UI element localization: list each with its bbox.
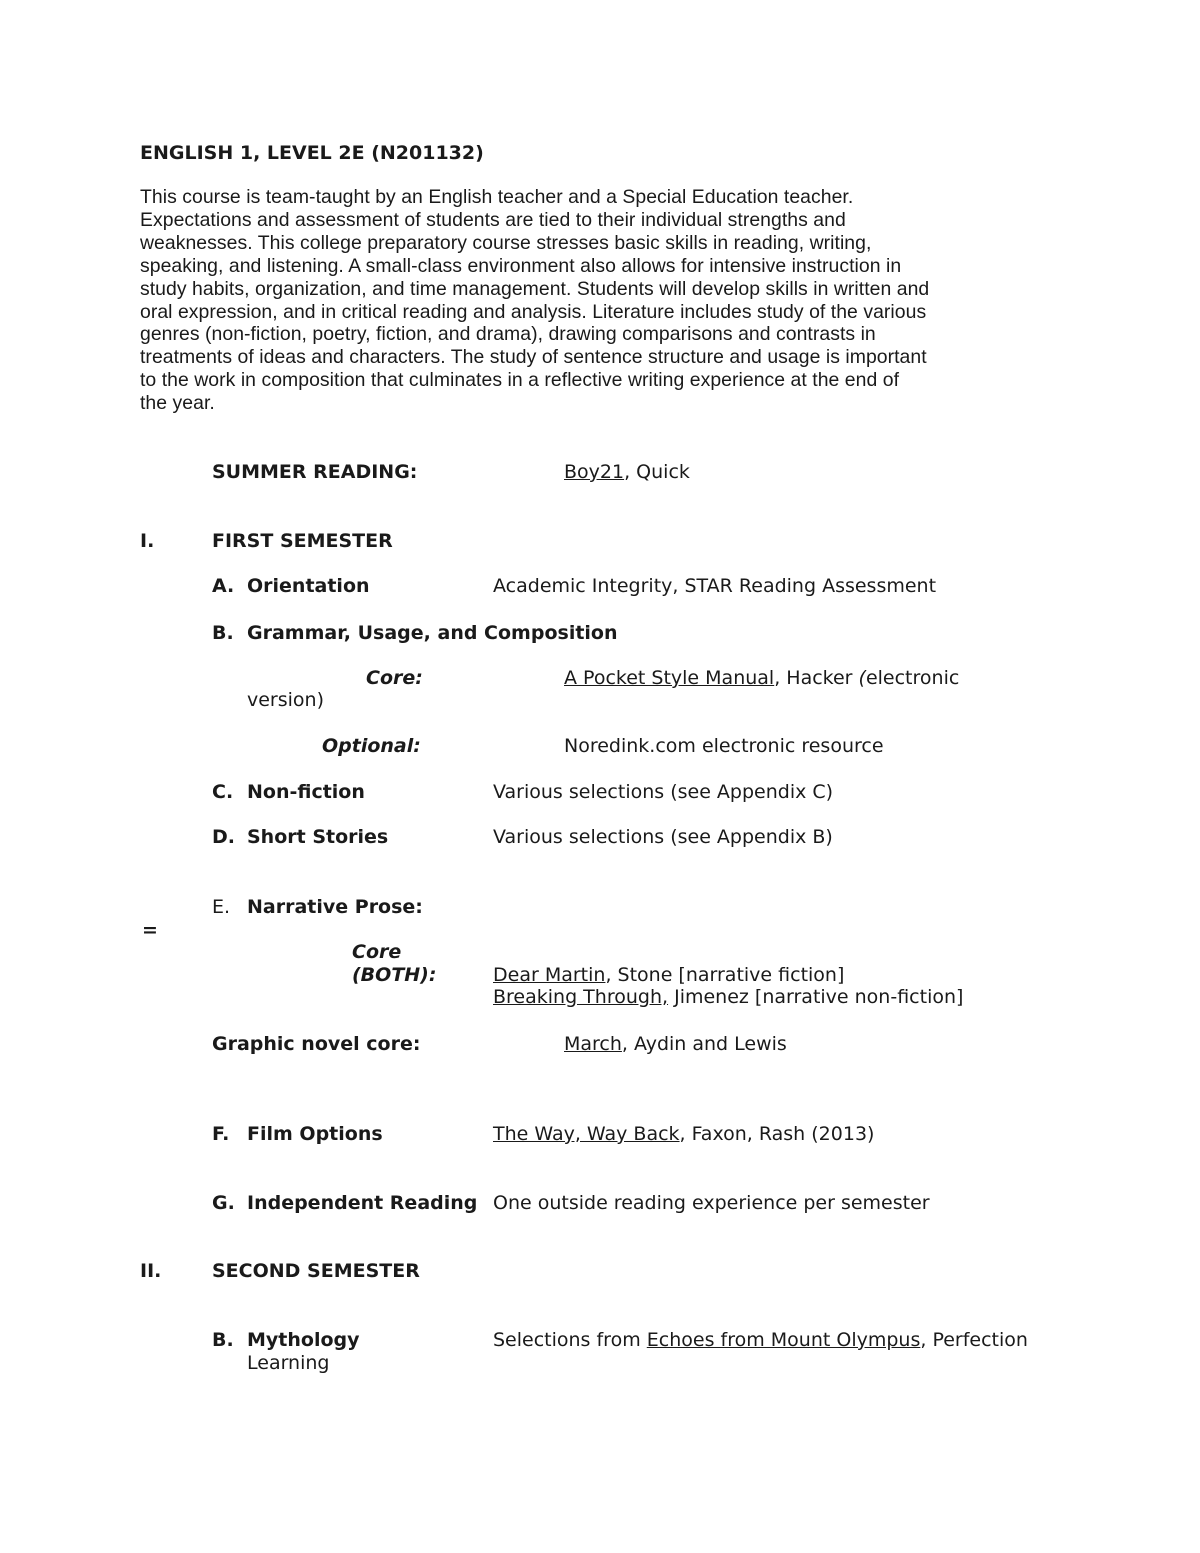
mythology-letter: B. [212,1329,234,1351]
graphic-novel-title: March [564,1033,622,1055]
mythology-publisher: , Perfection [920,1329,1028,1351]
course-title: ENGLISH 1, LEVEL 2E (N201132) [140,142,484,164]
item-a-label: Orientation [247,575,370,597]
description-line: speaking, and listening. A small-class environment also allows for intensive instruction in [140,254,902,277]
narrative-core-label-line1: Core [352,941,402,963]
item-a-letter: A. [212,575,235,597]
grammar-optional-label: Optional: [322,735,421,757]
item-c-letter: C. [212,781,234,803]
grammar-core-format-cont: version) [247,689,325,711]
item-b-letter: B. [212,622,234,644]
grammar-core-label: Core: [366,667,423,689]
narrative-book-1-title: Dear Martin [493,964,606,986]
equals-mark: = [142,919,158,941]
summer-reading-label: SUMMER READING: [212,461,418,483]
description-line: the year. [140,392,215,415]
item-e-letter: E. [212,896,231,918]
item-d-value: Various selections (see Appendix B) [493,826,833,848]
grammar-optional-value: Noredink.com electronic resource [564,735,884,757]
description-line: weaknesses. This college preparatory course stresses basic skills in reading, writing, [140,231,872,254]
mythology-title: Echoes from Mount Olympus [646,1329,921,1351]
second-semester-numeral: II. [140,1260,162,1282]
mythology-value [493,1329,1028,1352]
film-details: , Faxon, Rash (2013) [679,1123,875,1145]
grammar-core-author: , Hacker [774,667,859,689]
second-semester-heading: SECOND SEMESTER [212,1260,420,1282]
item-c-value: Various selections (see Appendix C) [493,781,834,803]
narrative-book-1 [493,964,844,987]
description-line: genres (non-fiction, poetry, fiction, and drama), drawing comparisons and contrasts in [140,323,876,346]
mythology-label: Mythology [247,1329,360,1351]
grammar-core-title: A Pocket Style Manual [564,667,775,689]
item-c-label: Non-fiction [247,781,365,803]
item-e-label: Narrative Prose: [247,896,423,918]
description-line: Expectations and assessment of students are tied to their individual strengths and [140,208,846,231]
graphic-novel-value [564,1033,787,1056]
summer-reading-author: , Quick [624,461,690,483]
mythology-prefix: Selections from [493,1329,647,1351]
film-title: The Way, Way Back [493,1123,680,1145]
summer-reading-title: Boy21 [564,461,625,483]
item-g-value: One outside reading experience per semester [493,1192,930,1214]
item-f-label: Film Options [247,1123,383,1145]
description-line: treatments of ideas and characters. The study of sentence structure and usage is important [140,346,927,369]
item-g-label: Independent Reading [247,1192,478,1214]
item-f-letter: F. [212,1123,230,1145]
narrative-core-label-line2: (BOTH): [352,964,437,986]
graphic-novel-label: Graphic novel core: [212,1033,421,1055]
narrative-book-2-title: Breaking Through, [493,986,669,1008]
course-description [140,186,1070,415]
grammar-core-value [564,667,959,690]
mythology-publisher-cont: Learning [247,1352,330,1374]
grammar-core-paren: ( [858,667,866,689]
item-d-label: Short Stories [247,826,389,848]
item-d-letter: D. [212,826,235,848]
graphic-novel-authors: , Aydin and Lewis [621,1033,787,1055]
description-line: This course is team-taught by an English teacher and a Special Education teacher. [140,186,854,208]
narrative-book-2-author: Jimenez [narrative non-fiction] [668,986,964,1008]
description-line: to the work in composition that culminates in a reflective writing experience at the end of [140,369,900,392]
item-f-value [493,1123,874,1146]
description-line: oral expression, and in critical reading and analysis. Literature includes study of the various [140,300,927,323]
item-b-label: Grammar, Usage, and Composition [247,622,618,644]
summer-reading-value [564,461,690,484]
item-a-value: Academic Integrity, STAR Reading Assessment [493,575,937,597]
description-line: study habits, organization, and time management. Students will develop skills in written and [140,277,930,300]
narrative-book-1-author: , Stone [narrative fiction] [605,964,845,986]
item-g-letter: G. [212,1192,235,1214]
grammar-core-format: electronic [865,667,960,689]
first-semester-numeral: I. [140,530,155,552]
first-semester-heading: FIRST SEMESTER [212,530,393,552]
narrative-book-2 [493,986,963,1009]
